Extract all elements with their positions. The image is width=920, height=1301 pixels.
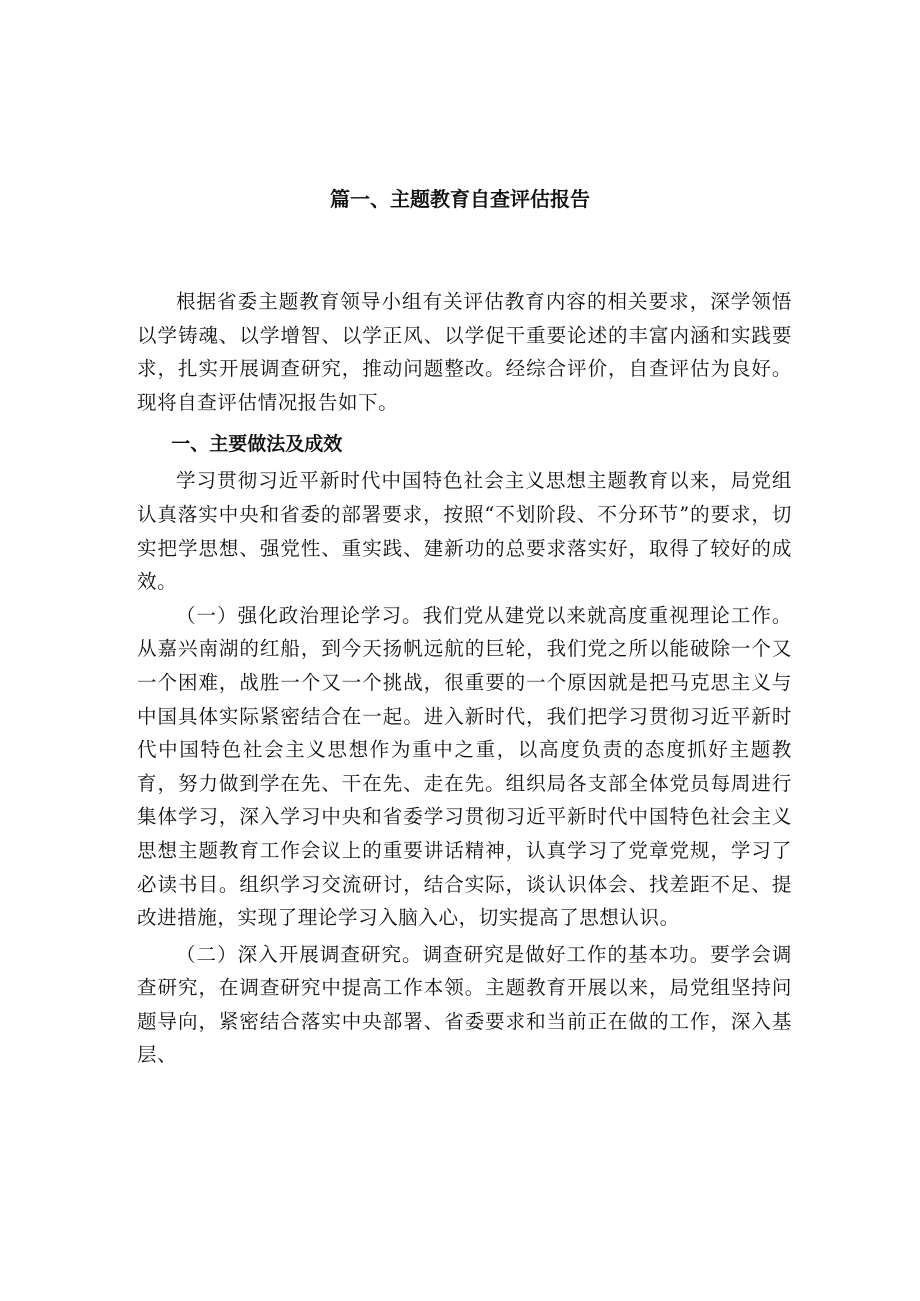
document-body [137, 285, 792, 1072]
section1-paragraph-2: （一）强化政治理论学习。我们党从建党以来就高度重视理论工作。从嘉兴南湖的红船，到今天扬帆远航的巨轮，我们党之所以能破除一个又一个困难，战胜一个又一个挑战，很重要的一个原因就是把马克思主义与中国具体实际紧密结合在一起。进入新时代，我们把学习贯彻习近平新时代中国特色社会主义思想作为重中之重，以高度负责的态度抓好主题教育，努力做到学在先、干在先、走在先。组织局各支部全体党员每周进行集体学习，深入学习中央和省委学习贯彻习近平新时代中国特色社会主义思想主题教育工作会议上的重要讲话精神，认真学习了党章党规，学习了必读书目。组织学习交流研讨，结合实际，谈认识体会、找差距不足、提改进措施，实现了理论学习入脑入心，切实提高了思想认识。 [137, 603, 792, 930]
document-title: 篇一、主题教育自查评估报告 [330, 187, 590, 211]
section1-paragraph-3: （二）深入开展调查研究。调查研究是做好工作的基本功。要学会调查研究，在调查研究中提高工作本领。主题教育开展以来，局党组坚持问题导向，紧密结合落实中央部署、省委要求和当前正在做的工作，深入基层、 [137, 942, 792, 1067]
section1-paragraph-1: 学习贯彻习近平新时代中国特色社会主义思想主题教育以来，局党组认真落实中央和省委的部署要求，按照“不划阶段、不分环节”的要求，切实把学思想、强党性、重实践、建新功的总要求落实好，取得了较好的成效。 [137, 469, 792, 594]
intro-paragraph: 根据省委主题教育领导小组有关评估教育内容的相关要求，深学领悟以学铸魂、以学增智、以学正风、以学促干重要论述的丰富内涵和实践要求，扎实开展调查研究，推动问题整改。经综合评价，自查评估为良好。现将自查评估情况报告如下。 [137, 290, 792, 414]
section-heading-main-practices: 一、主要做法及成效 [171, 433, 343, 456]
